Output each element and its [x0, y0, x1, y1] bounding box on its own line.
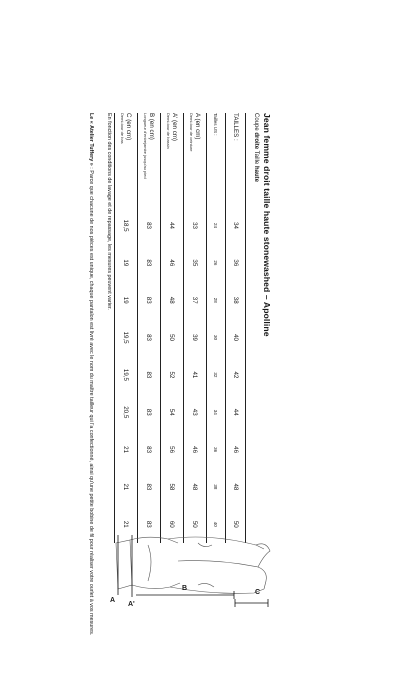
- subtitle-mid: Taille: [253, 149, 259, 166]
- subtitle-cut: droite: [253, 132, 259, 150]
- us-size-cell: 36: [213, 447, 219, 453]
- table-cell: 83: [145, 371, 153, 379]
- subtitle: [253, 113, 259, 182]
- table-cell: 83: [145, 222, 153, 229]
- row-title: A' (en cm): [171, 113, 178, 141]
- table-cell: 41: [191, 371, 199, 379]
- size-cell: 38: [232, 296, 239, 304]
- table-cell: 83: [145, 334, 153, 341]
- table-row: [115, 113, 138, 543]
- size-cell: 44: [232, 408, 239, 416]
- size-cell: 50: [232, 520, 239, 528]
- row-title: C (en cm): [125, 113, 132, 141]
- table-cell: 83: [145, 520, 153, 528]
- table-cell: 43: [191, 408, 199, 416]
- table-row: [184, 113, 207, 543]
- table-cell: 54: [168, 408, 176, 416]
- table-cell: 33: [191, 222, 199, 229]
- table-header-row: [226, 113, 246, 543]
- table-cell: 46: [168, 259, 176, 267]
- atelier-brand: Le « Atelier Tuffery »: [88, 113, 94, 166]
- table-cell: 58: [168, 483, 176, 491]
- size-cell: 48: [232, 483, 239, 491]
- us-sizes-label: Tailles US :: [213, 113, 219, 136]
- row-subtitle: Demi-tour de ceinture: [189, 113, 194, 152]
- size-table: [114, 113, 246, 543]
- figure-label-a-prime: A': [128, 601, 135, 608]
- table-cell: 50: [191, 520, 199, 528]
- table-row: [138, 113, 161, 543]
- atelier-text: : Parce que chacune de nos pièces est unique, chaque pantalon est livré avec le nom du maître tailleur qui l'a confectionné, ainsi qu'une petite bobine de fil pour réaliser votre ourlet à vos mesures.: [88, 165, 94, 636]
- table-cell: 18,5: [122, 219, 130, 232]
- us-size-cell: 28: [213, 297, 219, 303]
- row-title: A (en cm): [194, 113, 201, 140]
- row-subtitle: Demi-tour de bassin: [166, 113, 171, 149]
- table-cell: 83: [145, 296, 153, 304]
- figure-label-b: B: [182, 585, 188, 592]
- row-label: [115, 113, 138, 207]
- figure-label-c: C: [255, 589, 261, 596]
- table-cell: 21: [122, 483, 130, 491]
- table-cell: 37: [191, 296, 199, 304]
- jeans-measurement-figure: [108, 525, 273, 615]
- us-size-cell: 24: [213, 223, 219, 229]
- table-cell: 44: [168, 222, 176, 229]
- table-cell: 21: [122, 446, 130, 454]
- table-cell: 39: [191, 334, 199, 341]
- size-cell: 36: [232, 259, 239, 267]
- us-size-cell: 32: [213, 372, 219, 378]
- table-row: [161, 113, 184, 543]
- table-cell: 50: [168, 334, 176, 341]
- table-cell: 35: [191, 259, 199, 267]
- table-cell: 19,5: [122, 368, 130, 381]
- size-cell: 40: [232, 334, 239, 341]
- table-cell: 83: [145, 259, 153, 267]
- figure-label-a: A: [110, 597, 116, 604]
- table-row: [207, 113, 226, 543]
- us-size-cell: 26: [213, 260, 219, 266]
- row-label: [138, 113, 161, 207]
- table-cell: 83: [145, 483, 153, 491]
- subtitle-prefix: Coupe: [253, 113, 259, 133]
- table-cell: 19,5: [122, 331, 130, 344]
- us-size-cell: 34: [213, 409, 219, 415]
- sizes-label: TAILLES :: [232, 113, 239, 141]
- table-cell: 19: [122, 259, 130, 267]
- table-cell: 60: [168, 520, 176, 528]
- table-cell: 46: [191, 446, 199, 454]
- table-cell: 56: [168, 446, 176, 454]
- table-cell: 19: [122, 296, 130, 304]
- row-label: [184, 113, 207, 207]
- us-size-cell: 40: [213, 521, 219, 527]
- size-cell: 34: [232, 222, 239, 229]
- table-cell: 21: [122, 520, 130, 528]
- washing-note: En fonction des conditions de lavage et de repassage, les mesures peuvent varier.: [106, 113, 112, 310]
- table-cell: 20,5: [122, 406, 130, 419]
- row-subtitle: Longueur d'entrejambe jusqu'au pied: [143, 113, 148, 179]
- table-cell: 83: [145, 446, 153, 454]
- row-subtitle: Demi-tour de bas: [120, 113, 125, 144]
- table-cell: 48: [168, 296, 176, 304]
- size-cell: 42: [232, 371, 239, 379]
- page-title: Jean femme droit taille haute stonewashed – Apolline: [262, 113, 272, 337]
- us-size-cell: 30: [213, 335, 219, 341]
- table-cell: 83: [145, 408, 153, 416]
- row-title: B (en cm): [148, 113, 155, 140]
- row-label: [161, 113, 184, 207]
- table-cell: 52: [168, 371, 176, 379]
- subtitle-rise: haute: [253, 165, 259, 182]
- us-size-cell: 38: [213, 484, 219, 490]
- table-cell: 48: [191, 483, 199, 491]
- size-cell: 46: [232, 446, 239, 454]
- atelier-note: [87, 113, 95, 673]
